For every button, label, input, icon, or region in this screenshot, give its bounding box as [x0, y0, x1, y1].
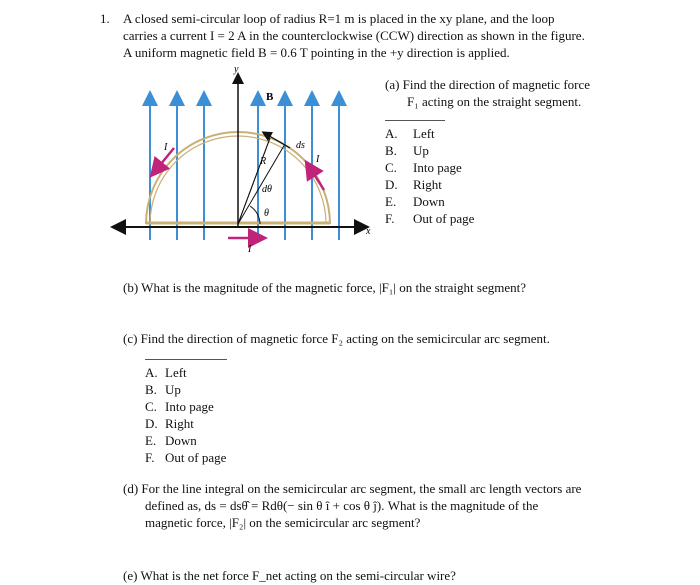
current-label-right: I: [316, 154, 320, 165]
option-left[interactable]: A. Left: [145, 365, 187, 380]
part-e-question: (e) What is the net force F_net acting on the semi-circular wire?: [123, 568, 456, 583]
option-out-of-page[interactable]: F. Out of page: [385, 211, 475, 226]
current-label-left: I: [164, 142, 168, 153]
question-intro: [123, 10, 683, 61]
option-down[interactable]: E. Down: [385, 194, 445, 209]
part-c-question: (c) Find the direction of magnetic force F₂ acting on the semicircular arc segment.: [123, 331, 550, 346]
part-d-line-3: magnetic force, |F₂| on the semicircular arc segment?: [145, 515, 421, 530]
option-up[interactable]: B. Up: [145, 382, 181, 397]
part-a-line-1: (a) Find the direction of magnetic force: [385, 77, 591, 92]
option-into-page[interactable]: C. Into page: [385, 160, 462, 175]
part-a-options: [385, 125, 685, 227]
intro-line-2: carries a current I = 2 A in the counterclockwise (CCW) direction as shown in the figure.: [123, 28, 585, 43]
question-number: 1.: [100, 11, 110, 26]
option-right[interactable]: D. Right: [385, 177, 442, 192]
option-out-of-page[interactable]: F. Out of page: [145, 450, 227, 465]
option-right[interactable]: D. Right: [145, 416, 194, 431]
part-d-line-1: (d) For the line integral on the semicircular arc segment, the small arc length vectors are: [123, 481, 582, 496]
field-label: B: [266, 91, 274, 103]
option-down[interactable]: E. Down: [145, 433, 197, 448]
theta-label: θ: [264, 208, 269, 219]
part-a: [385, 76, 685, 227]
part-c-answer-blank[interactable]: [145, 359, 227, 360]
semicircle-loop-figure: [110, 62, 380, 252]
part-a-answer-blank[interactable]: [385, 120, 445, 121]
part-c-options: [123, 364, 550, 466]
part-d-line-2: defined as, ds = dsθ̂ = Rdθ(− sin θ î + cos θ ĵ). What is the magnitude of the: [145, 498, 539, 513]
radius-label: R: [260, 156, 267, 167]
part-b-question: (b) What is the magnitude of the magnetic force, |F₁| on the straight segment?: [123, 280, 526, 295]
intro-line-3: A uniform magnetic field B = 0.6 T pointing in the +y direction is applied.: [123, 45, 510, 60]
part-a-line-2: F₁ acting on the straight segment.: [407, 94, 582, 109]
intro-line-1: A closed semi-circular loop of radius R=1 m is placed in the xy plane, and the loop: [123, 11, 555, 26]
dtheta-label: dθ: [262, 184, 272, 195]
x-axis-label: x: [366, 226, 371, 237]
current-label-bottom: I: [248, 244, 252, 252]
option-up[interactable]: B. Up: [385, 143, 429, 158]
part-d: [123, 480, 683, 531]
ds-label: ds: [296, 140, 305, 151]
y-axis-label: y: [234, 64, 239, 75]
part-c: [123, 330, 550, 466]
option-into-page[interactable]: C. Into page: [145, 399, 214, 414]
option-left[interactable]: A. Left: [385, 126, 435, 141]
